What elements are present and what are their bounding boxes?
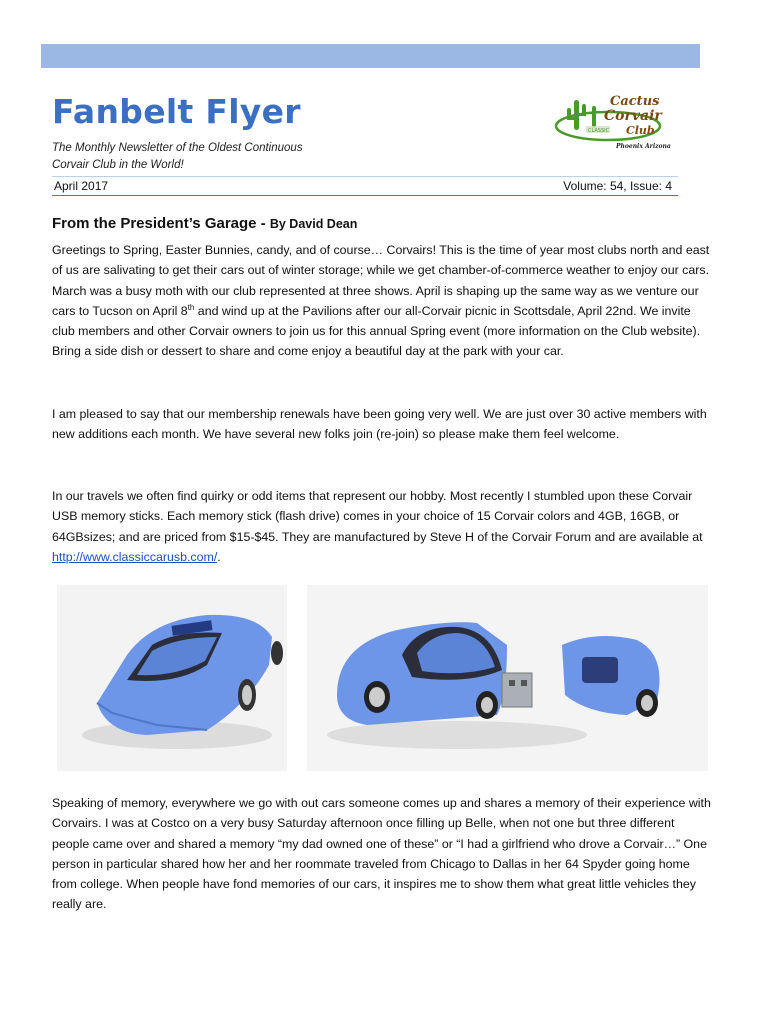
paragraph-1-text-b: and wind up at the Pavilions after our all-Corvair picnic in Scottsdale, April 22nd. We invite club members and other Corvair owners to join us for this annual Spring event (more information on the Club website). Bring a side dish or dessert to share and come enjoy a beautiful day at the park with your car. <box>52 303 701 359</box>
paragraph-2: I am pleased to say that our membership renewals have been going very well. We are just over 30 active members with new additions each month. We have several new folks join (re-join) so please make them feel welcome. <box>52 407 707 442</box>
logo-badge: CLASSIC <box>588 128 610 134</box>
issue-info-bar <box>52 176 678 196</box>
paragraph-3-text: In our travels we often find quirky or odd items that represent our hobby. Most recently I stumbled upon these Corvair USB memory sticks. Each memory stick (flash drive) comes in your choice of 15 Corvair colors and 4GB, 16GB, or 64GBsizes; and are priced from $15-$45. They are manufactured by Steve H of the Corvair Forum and are available at <box>52 489 703 544</box>
header-banner-bar <box>41 44 700 68</box>
paragraph-4: Speaking of memory, everywhere we go with out cars someone comes up and shares a memory of their experience with Corvairs. I was at Costco on a very busy Saturday afternoon once filling up Belle, when not one but three different people came over and shared a memory “my dad owned one of these” or “I had a girlfriend who drove a Corvair…” One person in particular shared how her and her roommate traveled from Chicago to Dallas in her 64 Spyder going home from college. When people have fond memories of our cars, it inspires me to show them what great little vehicles they really are. <box>52 796 711 912</box>
subtitle-line-2: Corvair Club in the World! <box>52 159 184 171</box>
usb-car-photo-open <box>307 585 708 771</box>
paragraph-3-end: . <box>217 549 221 564</box>
usb-car-photo-closed <box>57 585 287 771</box>
ordinal-superscript: th <box>187 302 195 312</box>
issue-volume: Volume: 54, Issue: 4 <box>563 179 672 193</box>
newsletter-title: Fanbelt Flyer <box>52 92 301 131</box>
article-title: From the President’s Garage - <box>52 215 270 232</box>
paragraph-1 <box>52 240 712 362</box>
logo-line-1: Cactus <box>610 94 660 109</box>
logo-line-2: Corvair <box>604 108 662 124</box>
classiccarusb-link[interactable]: http://www.classiccarusb.com/ <box>52 549 218 564</box>
logo-tagline: Phoenix Arizona <box>616 143 671 150</box>
issue-date: April 2017 <box>54 179 109 193</box>
paragraph-3 <box>52 486 712 567</box>
article-byline: By David Dean <box>269 217 358 231</box>
newsletter-subtitle <box>52 140 352 174</box>
subtitle-line-1: The Monthly Newsletter of the Oldest Continuous <box>52 142 303 154</box>
logo-line-3: Club <box>626 124 655 137</box>
paragraph-1-text-a: Greetings to Spring, Easter Bunnies, candy, and of course… Corvairs! This is the time of year most clubs north and east of us are salivating to get their cars out of winter storage; while we get chamber-of-commerce weather to enjoy our cars. March was a busy moth with our club represented at three shows. April is shaping up the same way as we venture our cars to Tucson on April 8 <box>52 243 710 318</box>
article-heading <box>52 215 357 232</box>
cactus-corvair-club-logo <box>552 88 676 152</box>
